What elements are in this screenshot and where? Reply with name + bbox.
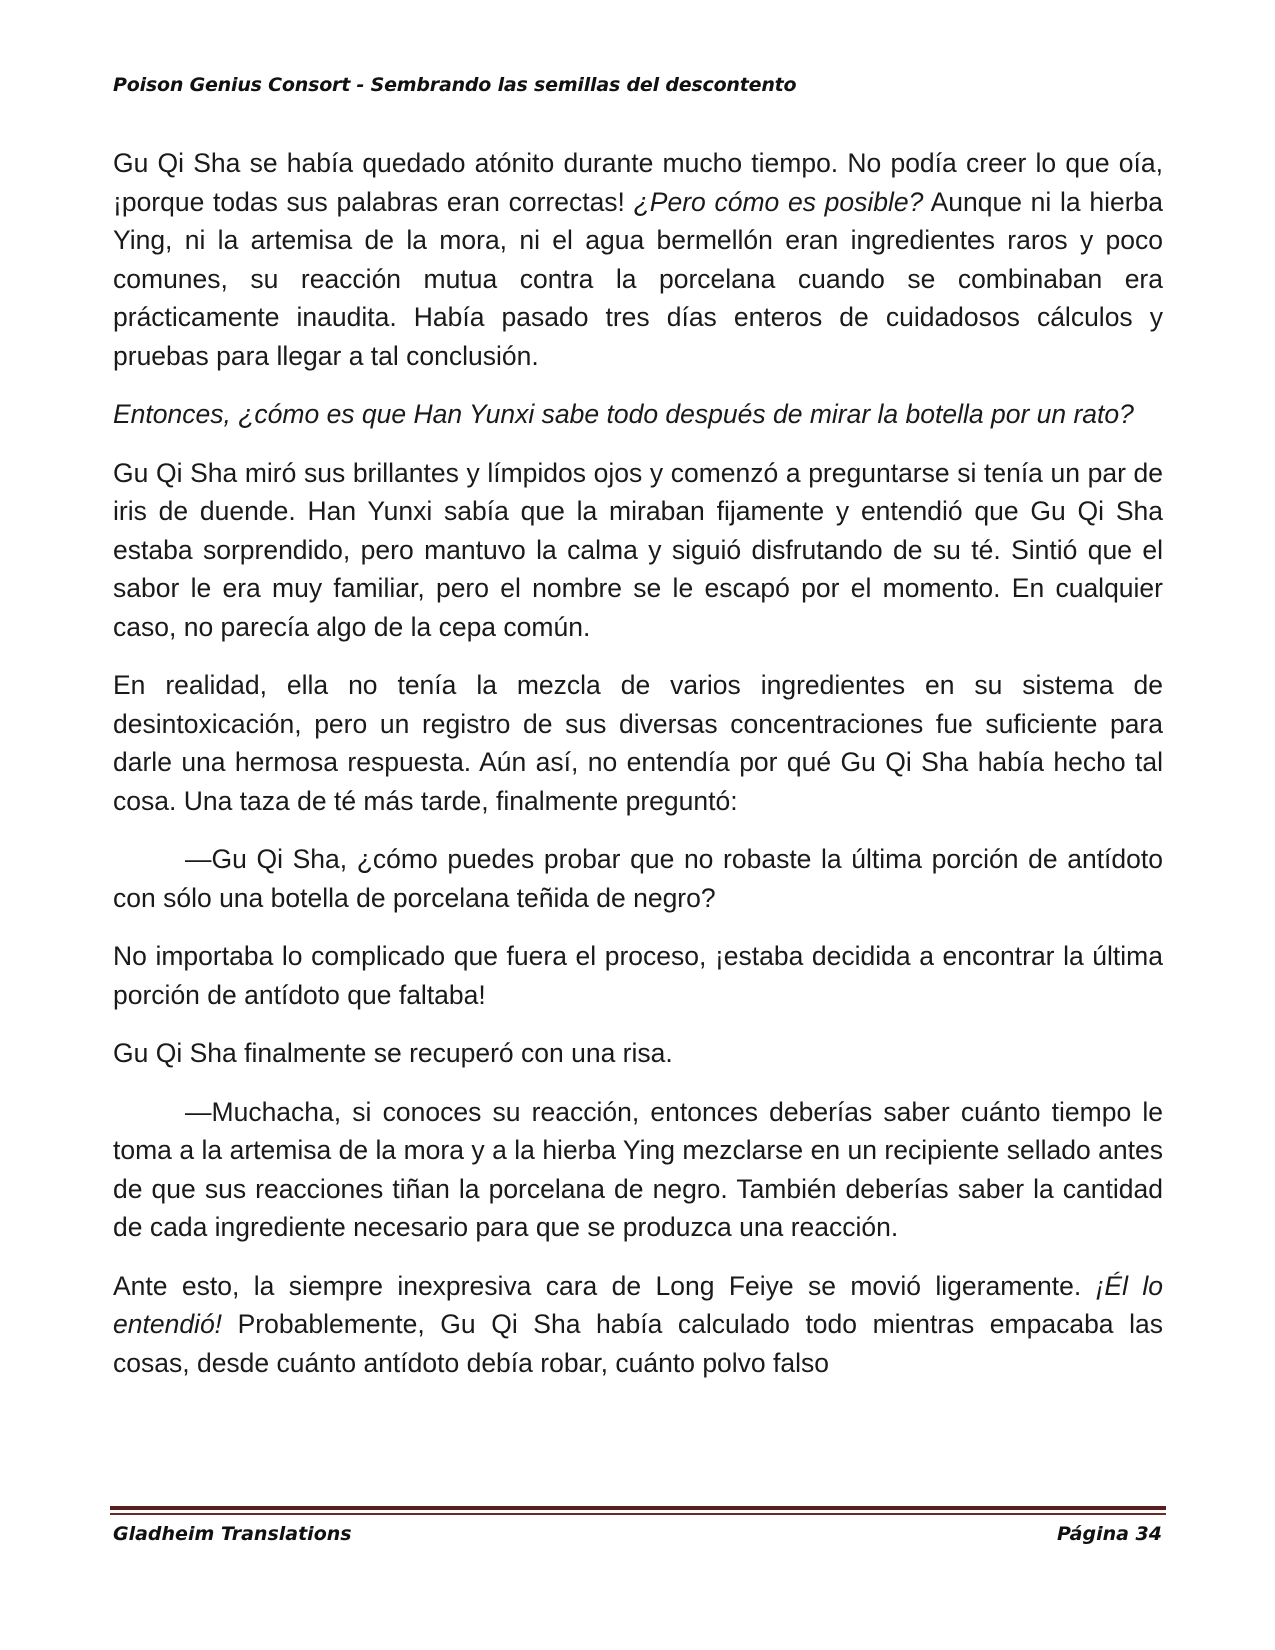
paragraph-1-text-a: Gu Qi Sha se había quedado atónito durante mucho tiempo. No podía creer lo que oía, ¡porque todas sus palabras eran correctas! [113, 148, 1163, 217]
footer-rule-thin [110, 1513, 1166, 1515]
paragraph-4: En realidad, ella no tenía la mezcla de varios ingredientes en su sistema de desintoxicación, pero un registro de sus diversas concentraciones fue suficiente para darle una hermosa respuesta. Aún así, no entendía por qué Gu Qi Sha había hecho tal cosa. Una taza de té más tarde, finalmente preguntó: [113, 670, 1163, 816]
paragraph-7: Gu Qi Sha finalmente se recuperó con una risa. [113, 1038, 673, 1068]
paragraph-9-text-c: Probablemente, Gu Qi Sha había calculado todo mientras empacaba las cosas, desde cuánto antídoto debía robar, cuánto polvo falso [113, 1309, 1163, 1378]
footer-publisher: Gladheim Translations [113, 1523, 352, 1545]
footer-rule-thick [110, 1506, 1166, 1510]
paragraph-6: No importaba lo complicado que fuera el proceso, ¡estaba decidida a encontrar la última porción de antídoto que faltaba! [113, 941, 1163, 1010]
paragraph-5-dialogue: —Gu Qi Sha, ¿cómo puedes probar que no robaste la última porción de antídoto con sólo una botella de porcelana teñida de negro? [113, 844, 1163, 913]
paragraph-2-italic-thought: Entonces, ¿cómo es que Han Yunxi sabe todo después de mirar la botella por un rato? [113, 399, 1134, 429]
paragraph-1 [113, 144, 1163, 375]
footer-page-number: Página 34 [1056, 1523, 1162, 1545]
paragraph-9-italic-thought: ¡Él lo entendió! [113, 1270, 1163, 1339]
running-header: Poison Genius Consort - Sembrando las semillas del descontento [113, 74, 797, 96]
paragraph-9-text-a: Ante esto, la siempre inexpresiva cara de Long Feiye se movió ligeramente. [113, 1270, 1096, 1301]
page-body [113, 144, 1163, 1402]
paragraph-8-dialogue: —Muchacha, si conoces su reacción, entonces deberías saber cuánto tiempo le toma a la artemisa de la mora y a la hierba Ying mezclarse en un recipiente sellado antes de que sus reacciones tiñan la porcelana de negro. También deberías saber la cantidad de cada ingrediente necesario para que se produzca una reacción. [113, 1096, 1163, 1242]
paragraph-1-text-c: Aunque ni la hierba Ying, ni la artemisa de la mora, ni el agua bermellón eran ingredientes raros y poco comunes, su reacción mutua contra la porcelana cuando se combinaban era prácticamente inaudita. Había pasado tres días enteros de cuidadosos cálculos y pruebas para llegar a tal conclusión. [113, 186, 1163, 371]
paragraph-3: Gu Qi Sha miró sus brillantes y límpidos ojos y comenzó a preguntarse si tenía un par de iris de duende. Han Yunxi sabía que la miraban fijamente y entendió que Gu Qi Sha estaba sorprendido, pero mantuvo la calma y siguió disfrutando de su té. Sintió que el sabor le era muy familiar, pero el nombre se le escapó por el momento. En cualquier caso, no parecía algo de la cepa común. [113, 457, 1163, 642]
paragraph-9 [113, 1267, 1163, 1383]
paragraph-1-italic-thought: ¿Pero cómo es posible? [633, 186, 924, 217]
